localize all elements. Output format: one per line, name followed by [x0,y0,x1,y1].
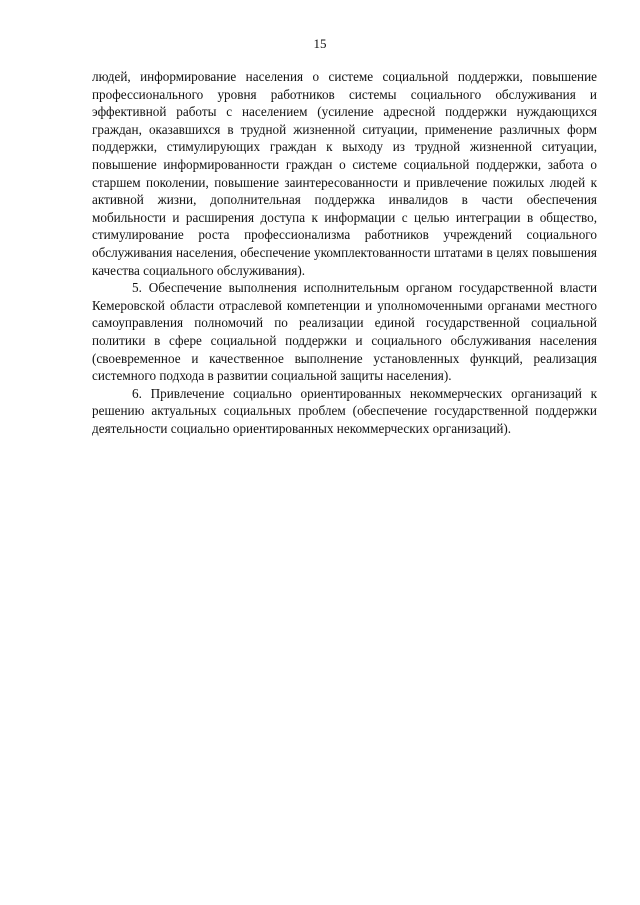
paragraph-item-5: 5. Обеспечение выполнения исполнительным органом государственной власти Кемеровской области отраслевой компетенции и уполномоченными органами местного самоуправления полномочий по реализации единой государственной социальной политики в сфере социальной поддержки и социального обслуживания населения (своевременное и качественное выполнение установленных функций, реализация системного подхода в развитии социальной защиты населения). [92,280,597,384]
paragraph-item-6: 6. Привлечение социально ориентированных некоммерческих организаций к решению актуальных социальных проблем (обеспечение государственной поддержки деятельности социально ориентированных некоммерческих организаций). [92,385,597,436]
page-number: 15 [313,36,327,51]
paragraph-continuation: людей, информирование населения о системе социальной поддержки, повышение профессионального уровня работников системы социального обслуживания и эффективной работы с населением (усиление адресной поддержки нуждающихся граждан, оказавшихся в трудной жизненной ситуации, применение различных форм поддержки, стимулирующих граждан к выходу из трудной жизненной ситуации, повышение информированности граждан о системе социальной поддержки, забота о старшем поколении, повышение заинтересованности и привлечение пожилых людей к активной жизни, дополнительная поддержка инвалидов в части обеспечения мобильности и расширения доступа к информации с целью интеграции в общество, стимулирование роста профессионализма работников учреждений социального обслуживания населения, обеспечение укомплектованности штатами в целях повышения качества социального обслуживания). [92,69,597,278]
document-body [92,68,597,437]
